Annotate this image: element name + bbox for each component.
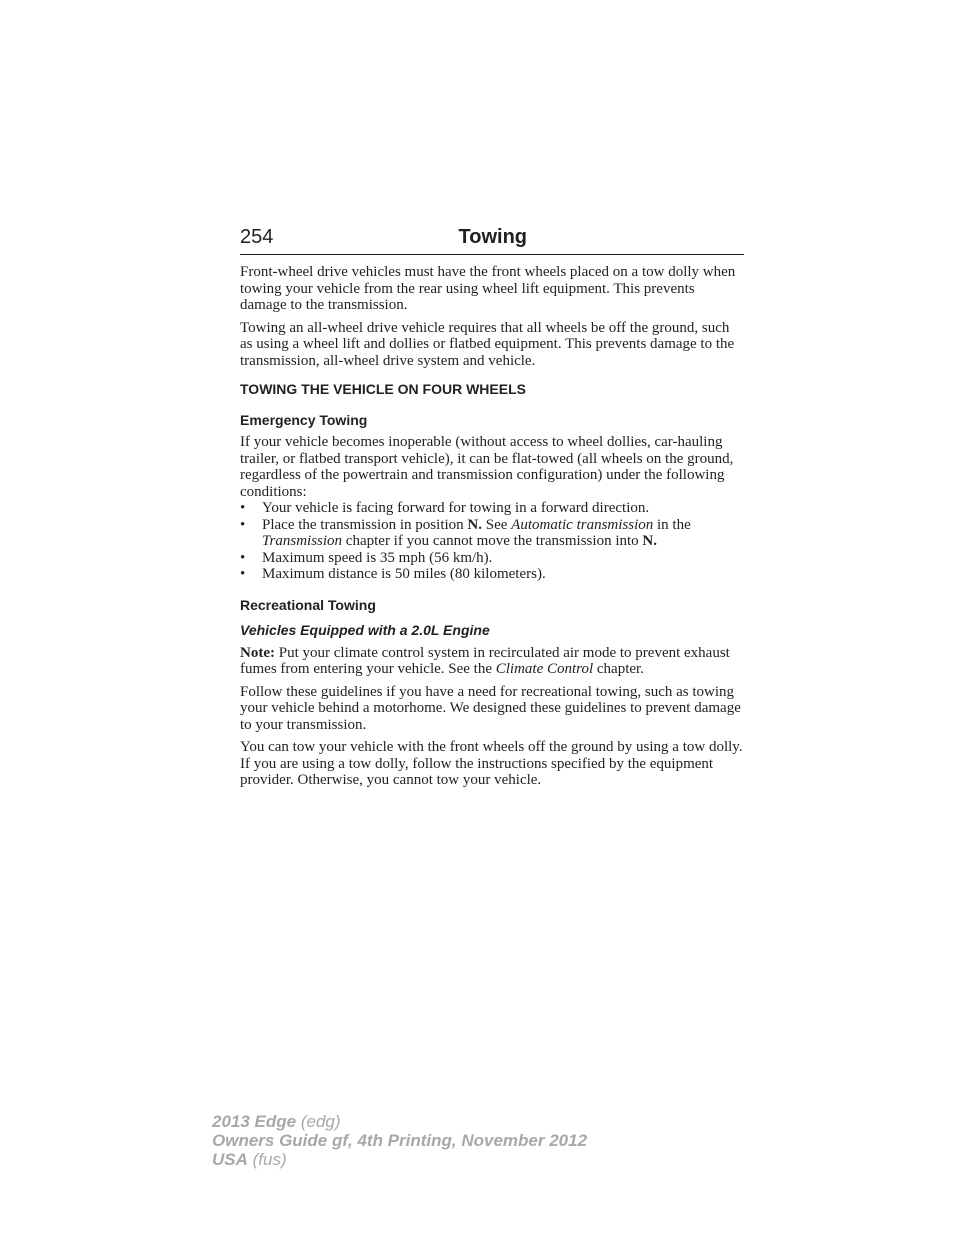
position-n: N. <box>467 516 482 533</box>
recreational-paragraph-1: Follow these guidelines if you have a need for recreational towing, such as towing your vehicle behind a motorhome. We designed these guidelines to prevent damage to your transmission. <box>240 683 741 733</box>
intro-paragraph-1: Front-wheel drive vehicles must have the front wheels placed on a tow dolly when towing your vehicle from the rear using wheel lift equipment. This prevents damage to the transmission. <box>240 264 736 313</box>
list-item-text: Your vehicle is facing forward for towing in a forward direction. <box>262 500 650 516</box>
page-header <box>240 226 744 255</box>
note-paragraph <box>240 645 744 678</box>
section-heading: TOWING THE VEHICLE ON FOUR WHEELS <box>240 381 526 397</box>
list-item-text: in the <box>653 516 691 533</box>
cross-reference-transmission: Transmission <box>262 533 343 549</box>
list-item <box>240 550 744 567</box>
page-footer <box>212 1112 587 1169</box>
footer-model-code: (edg) <box>296 1112 341 1131</box>
bullet-icon: • <box>240 566 246 582</box>
page-number: 254 <box>240 226 274 248</box>
footer-market-code: (fus) <box>247 1150 287 1169</box>
bullet-icon: • <box>240 549 246 566</box>
intro-paragraph-2: Towing an all-wheel drive vehicle requires that all wheels be off the ground, such as using a wheel lift and dollies or flatbed equipment. This prevents damage to the transmission, all-wheel drive system and vehicle. <box>240 319 735 369</box>
footer-line-1 <box>212 1112 587 1131</box>
cross-reference-climate-control: Climate Control <box>495 661 594 677</box>
footer-market: USA <box>212 1150 248 1169</box>
list-item <box>240 566 744 583</box>
list-item-text: See <box>482 516 512 533</box>
footer-line-2: Owners Guide gf, 4th Printing, November 2012 <box>212 1131 588 1150</box>
position-n: N. <box>642 533 657 549</box>
body-text <box>240 264 744 789</box>
list-item-text: Place the transmission in position <box>262 516 468 533</box>
conditions-list <box>240 500 744 583</box>
note-text: chapter. <box>593 661 644 677</box>
footer-line-3 <box>212 1150 587 1169</box>
bullet-icon: • <box>240 516 246 533</box>
cross-reference-automatic-transmission: Automatic transmission <box>511 516 654 533</box>
recreational-paragraph-2: You can tow your vehicle with the front wheels off the ground by using a tow dolly. If you are using a tow dolly, follow the instructions specified by the equipment provider. Otherwise, you cannot tow your vehicle. <box>240 739 743 788</box>
note-text: Put your climate control system in recirculated air mode to prevent exhaust fumes from entering your vehicle. See the <box>240 644 730 677</box>
bullet-icon: • <box>240 500 246 516</box>
list-item-text: chapter if you cannot move the transmission into <box>342 533 643 549</box>
list-item-text: Maximum speed is 35 mph (56 km/h). <box>262 549 493 566</box>
recreational-towing-heading: Recreational Towing <box>240 596 376 613</box>
chapter-title: Towing <box>458 226 527 248</box>
list-item <box>240 500 744 517</box>
list-item-text: Maximum distance is 50 miles (80 kilometers). <box>262 566 546 582</box>
footer-model: 2013 Edge <box>212 1112 297 1131</box>
emergency-towing-heading: Emergency Towing <box>240 411 368 428</box>
list-item <box>240 517 744 550</box>
emergency-towing-paragraph: If your vehicle becomes inoperable (without access to wheel dollies, car-hauling trailer, or flatbed transport vehicle), it can be flat-towed (all wheels on the ground, regardless of the powertrain and transmission configuration) under the following conditions: <box>240 434 734 500</box>
engine-subheading: Vehicles Equipped with a 2.0L Engine <box>240 622 490 638</box>
page-content <box>240 226 744 789</box>
note-label: Note: <box>240 644 275 661</box>
